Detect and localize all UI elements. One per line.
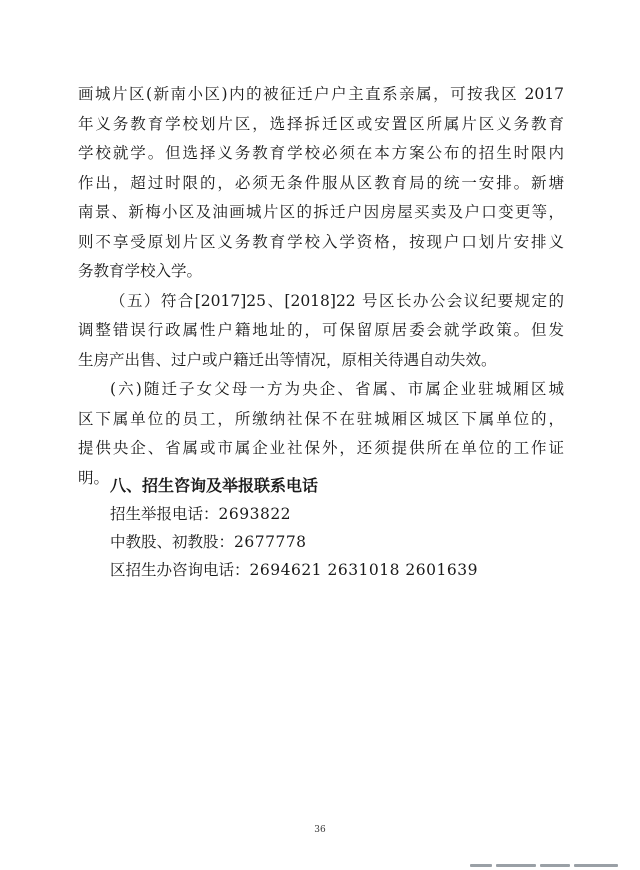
paragraph-line: 学校就学。但选择义务教育学校必须在本方案公布的招生时限内 bbox=[78, 144, 564, 162]
contact-label: 中教股、初教股： bbox=[110, 533, 235, 551]
paragraph-line: 则不享受原划片区义务教育学校入学资格，按现户口划片安排义 bbox=[78, 232, 564, 251]
contact-label: 招生举报电话： bbox=[110, 505, 219, 523]
page-number: 36 bbox=[314, 825, 326, 835]
paragraph-line: 生房产出售、过户或户籍迁出等情况，原相关待遇自动失效。 bbox=[78, 350, 497, 369]
contact-phone-numbers: 2677778 bbox=[234, 533, 307, 551]
watermark-strip bbox=[470, 855, 630, 869]
section-heading: 八、招生咨询及举报联系电话 bbox=[110, 476, 319, 495]
paragraph-line: 画城片区(新南小区)内的被征迁户户主直系亲属，可按我区 2017 bbox=[78, 85, 564, 103]
contact-line-report bbox=[110, 500, 291, 528]
paragraph-line: 年义务教育学校划片区，选择拆迁区或安置区所属片区义务教育 bbox=[78, 114, 564, 133]
paragraph-line: （五）符合[2017]25、[2018]22 号区长办公会议纪要规定的 bbox=[110, 291, 564, 310]
contact-phone-numbers: 2693822 bbox=[218, 505, 292, 523]
paragraph-line: 明。 bbox=[78, 468, 110, 487]
contact-line-education-office bbox=[110, 528, 307, 556]
contact-line-enrollment-office bbox=[110, 556, 478, 584]
paragraph-line: 提供央企、省属或市属企业社保外，还须提供所在单位的工作证 bbox=[78, 439, 564, 457]
paragraph-line: 作出，超过时限的，必须无条件服从区教育局的统一安排。新塘 bbox=[78, 173, 564, 192]
contact-label: 区招生办咨询电话： bbox=[110, 561, 250, 579]
paragraph-line: 南景、新梅小区及油画城片区的拆迁户因房屋买卖及户口变更等， bbox=[78, 203, 564, 221]
paragraph-line: (六)随迁子女父母一方为央企、省属、市属企业驻城厢区城 bbox=[110, 380, 564, 398]
paragraph-line: 调整错误行政属性户籍地址的，可保留原居委会就学政策。但发 bbox=[78, 321, 564, 339]
paragraph-line: 务教育学校入学。 bbox=[78, 262, 203, 280]
contact-phone-numbers: 2694621 2631018 2601639 bbox=[249, 561, 478, 579]
body-paragraphs bbox=[78, 80, 564, 493]
paragraph-line: 区下属单位的员工，所缴纳社保不在驻城厢区城区下属单位的， bbox=[78, 409, 564, 428]
